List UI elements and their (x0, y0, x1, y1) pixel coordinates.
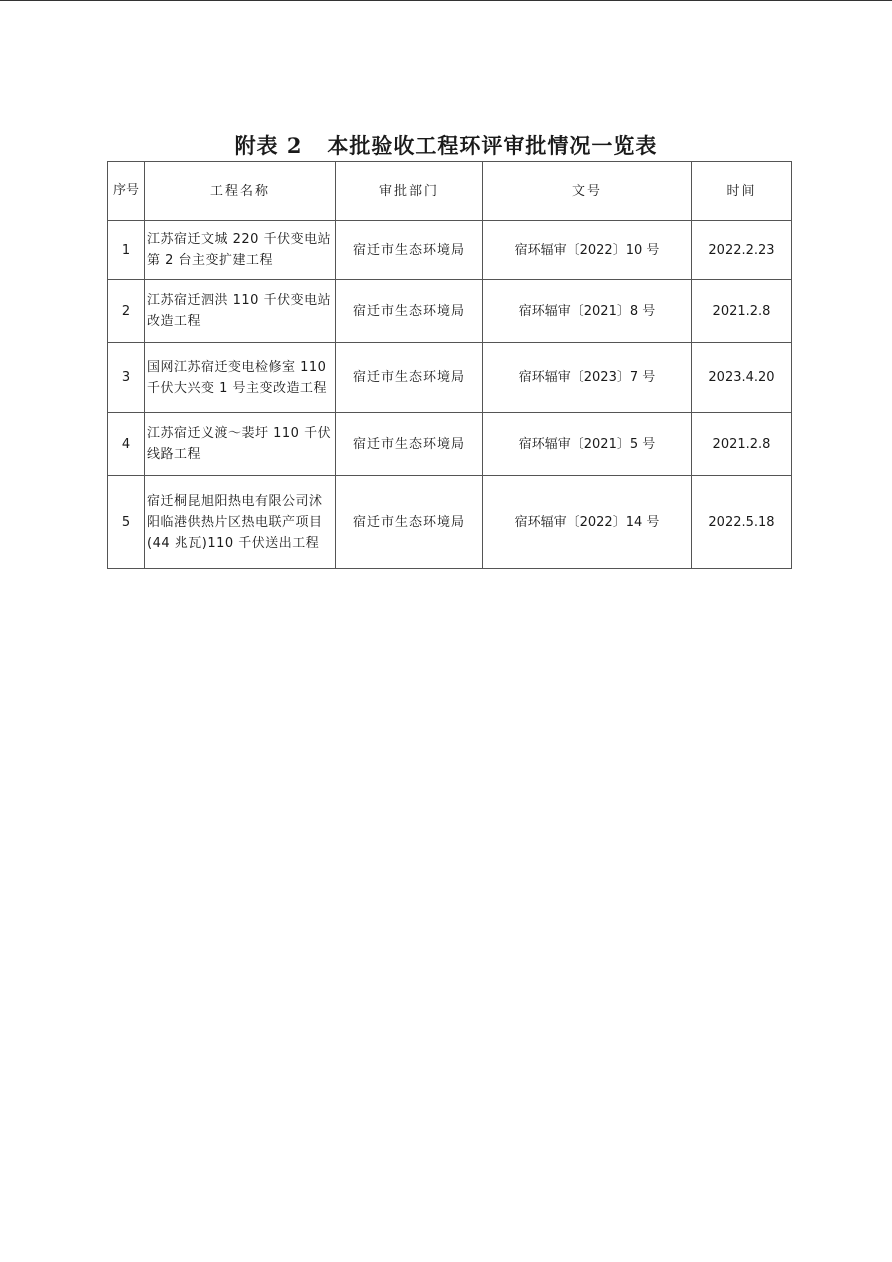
row-document-number: 宿环辐审〔2023〕7 号 (483, 343, 692, 413)
row-date: 2021.2.8 (692, 280, 792, 343)
row-department: 宿迁市生态环境局 (336, 476, 483, 569)
row-seq: 2 (108, 280, 145, 343)
table-row (108, 476, 792, 569)
page-top-border (0, 0, 892, 1)
header-docno-label: 文号 (571, 183, 602, 199)
row-document-number: 宿环辐审〔2022〕10 号 (483, 221, 692, 280)
row-date: 2023.4.20 (692, 343, 792, 413)
row-department: 宿迁市生态环境局 (336, 221, 483, 280)
table-row (108, 343, 792, 413)
header-date (692, 162, 792, 221)
row-document-number: 宿环辐审〔2021〕8 号 (483, 280, 692, 343)
table-row (108, 221, 792, 280)
header-docno (483, 162, 692, 221)
row-seq: 5 (108, 476, 145, 569)
table-row (108, 280, 792, 343)
header-name-label: 工程名称 (209, 183, 270, 199)
row-department: 宿迁市生态环境局 (336, 413, 483, 476)
row-department: 宿迁市生态环境局 (336, 343, 483, 413)
header-seq: 序号 (108, 162, 145, 221)
row-document-number: 宿环辐审〔2021〕5 号 (483, 413, 692, 476)
row-project-name: 江苏宿迁文城 220 千伏变电站第 2 台主变扩建工程 (145, 221, 336, 280)
header-name (145, 162, 336, 221)
row-department: 宿迁市生态环境局 (336, 280, 483, 343)
row-date: 2022.5.18 (692, 476, 792, 569)
approval-table (107, 161, 792, 569)
row-seq: 4 (108, 413, 145, 476)
table-header-row (108, 162, 792, 221)
row-seq: 3 (108, 343, 145, 413)
row-project-name: 宿迁桐昆旭阳热电有限公司沭阳临港供热片区热电联产项目(44 兆瓦)110 千伏送出工程 (145, 476, 336, 569)
header-dept-label: 审批部门 (378, 183, 439, 199)
row-project-name: 江苏宿迁泗洪 110 千伏变电站改造工程 (145, 280, 336, 343)
row-date: 2021.2.8 (692, 413, 792, 476)
row-seq: 1 (108, 221, 145, 280)
header-dept (336, 162, 483, 221)
header-date-label: 时间 (726, 183, 757, 199)
row-document-number: 宿环辐审〔2022〕14 号 (483, 476, 692, 569)
row-project-name: 国网江苏宿迁变电检修室 110 千伏大兴变 1 号主变改造工程 (145, 343, 336, 413)
row-project-name: 江苏宿迁义渡～裴圩 110 千伏线路工程 (145, 413, 336, 476)
row-date: 2022.2.23 (692, 221, 792, 280)
page-title: 附表 2 本批验收工程环评审批情况一览表 (234, 133, 658, 158)
table-row (108, 413, 792, 476)
